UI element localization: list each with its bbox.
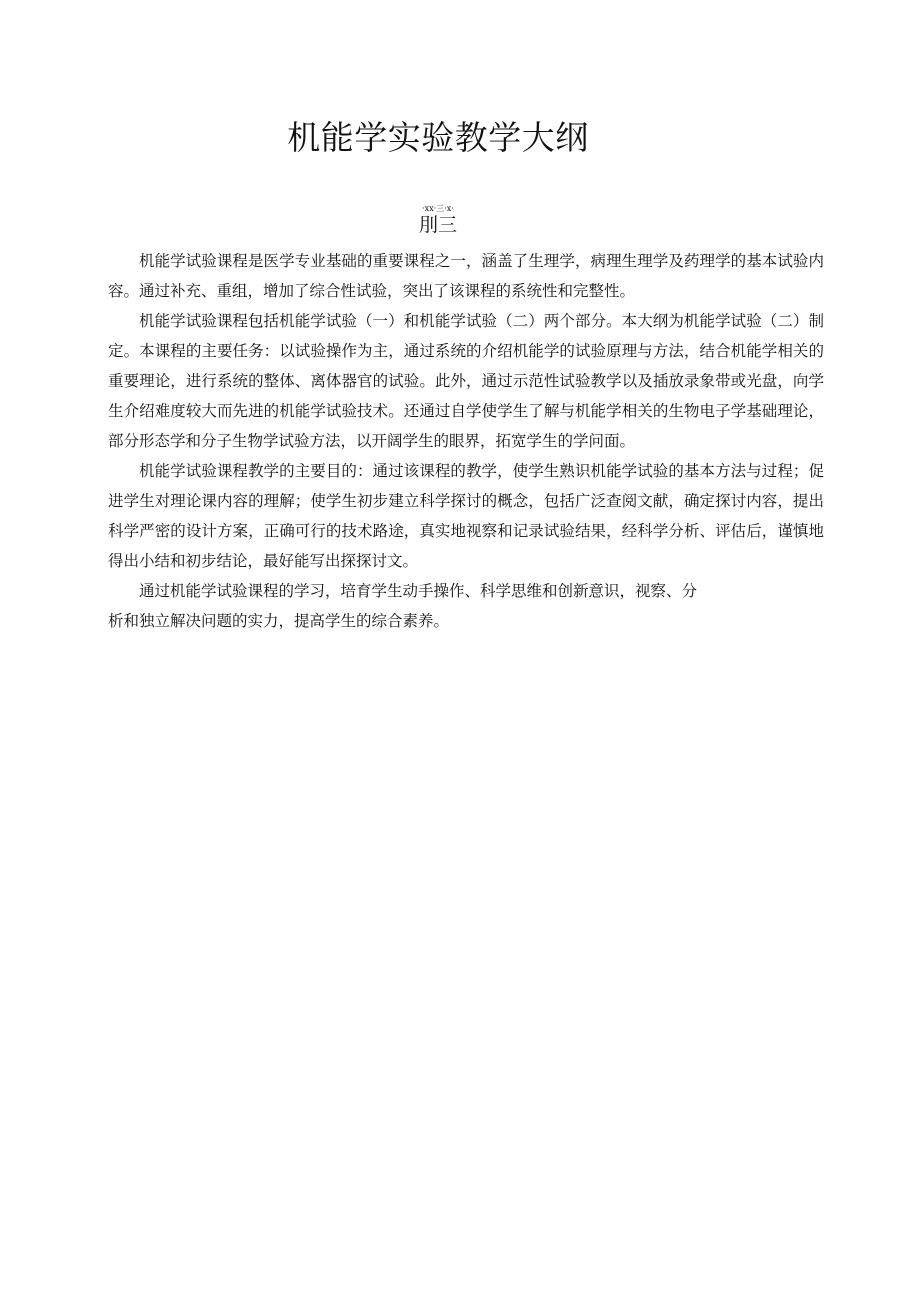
paragraph-3: 机能学试验课程教学的主要目的：通过该课程的教学，使学生熟识机能学试验的基本方法与过程；促进学生对理论课内容的理解；使学生初步建立科学探讨的概念，包括广泛查阅文献，确定探讨内容，提出科学严密的设计方案，正确可行的技术路途，真实地视察和记录试验结果，经科学分析、评估后，谨慎地得出小结和初步结论，最好能写出探探讨文。 xyxy=(108,462,824,570)
document-body xyxy=(108,246,824,636)
paragraph-4: 通过机能学试验课程的学习，培育学生动手操作、科学思维和创新意识，视察、分 xyxy=(139,582,698,600)
paragraph-2: 机能学试验课程包括机能学试验（一）和机能学试验（二）两个部分。本大纲为机能学试验（二）制定。本课程的主要任务：以试验操作为主，通过系统的介绍机能学的试验原理与方法，结合机能学相关的重要理论，进行系统的整体、离体器官的试验。此外，通过示范性试验教学以及插放录象带或光盘，向学生介绍难度较大而先进的机能学试验技术。还通过自学使学生了解与机能学相关的生物电子学基础理论，部分形态学和分子生物学试验方法，以开阔学生的眼界，拓宽学生的学问面。 xyxy=(108,312,824,450)
preface-heading xyxy=(0,204,876,236)
preface-heading-annotation: ·xx·三·x· xyxy=(422,204,454,213)
paragraph-4-continued: 析和独立解决问题的实力，提高学生的综合素养。 xyxy=(108,612,450,630)
document-title: 机能学实验教学大纲 xyxy=(287,118,589,157)
paragraph-1: 机能学试验课程是医学专业基础的重要课程之一，涵盖了生理学，病理生理学及药理学的基本试验内容。通过补充、重组，增加了综合性试验，突出了该课程的系统性和完整性。 xyxy=(108,252,824,300)
preface-heading-text: 刖三 xyxy=(418,214,457,236)
